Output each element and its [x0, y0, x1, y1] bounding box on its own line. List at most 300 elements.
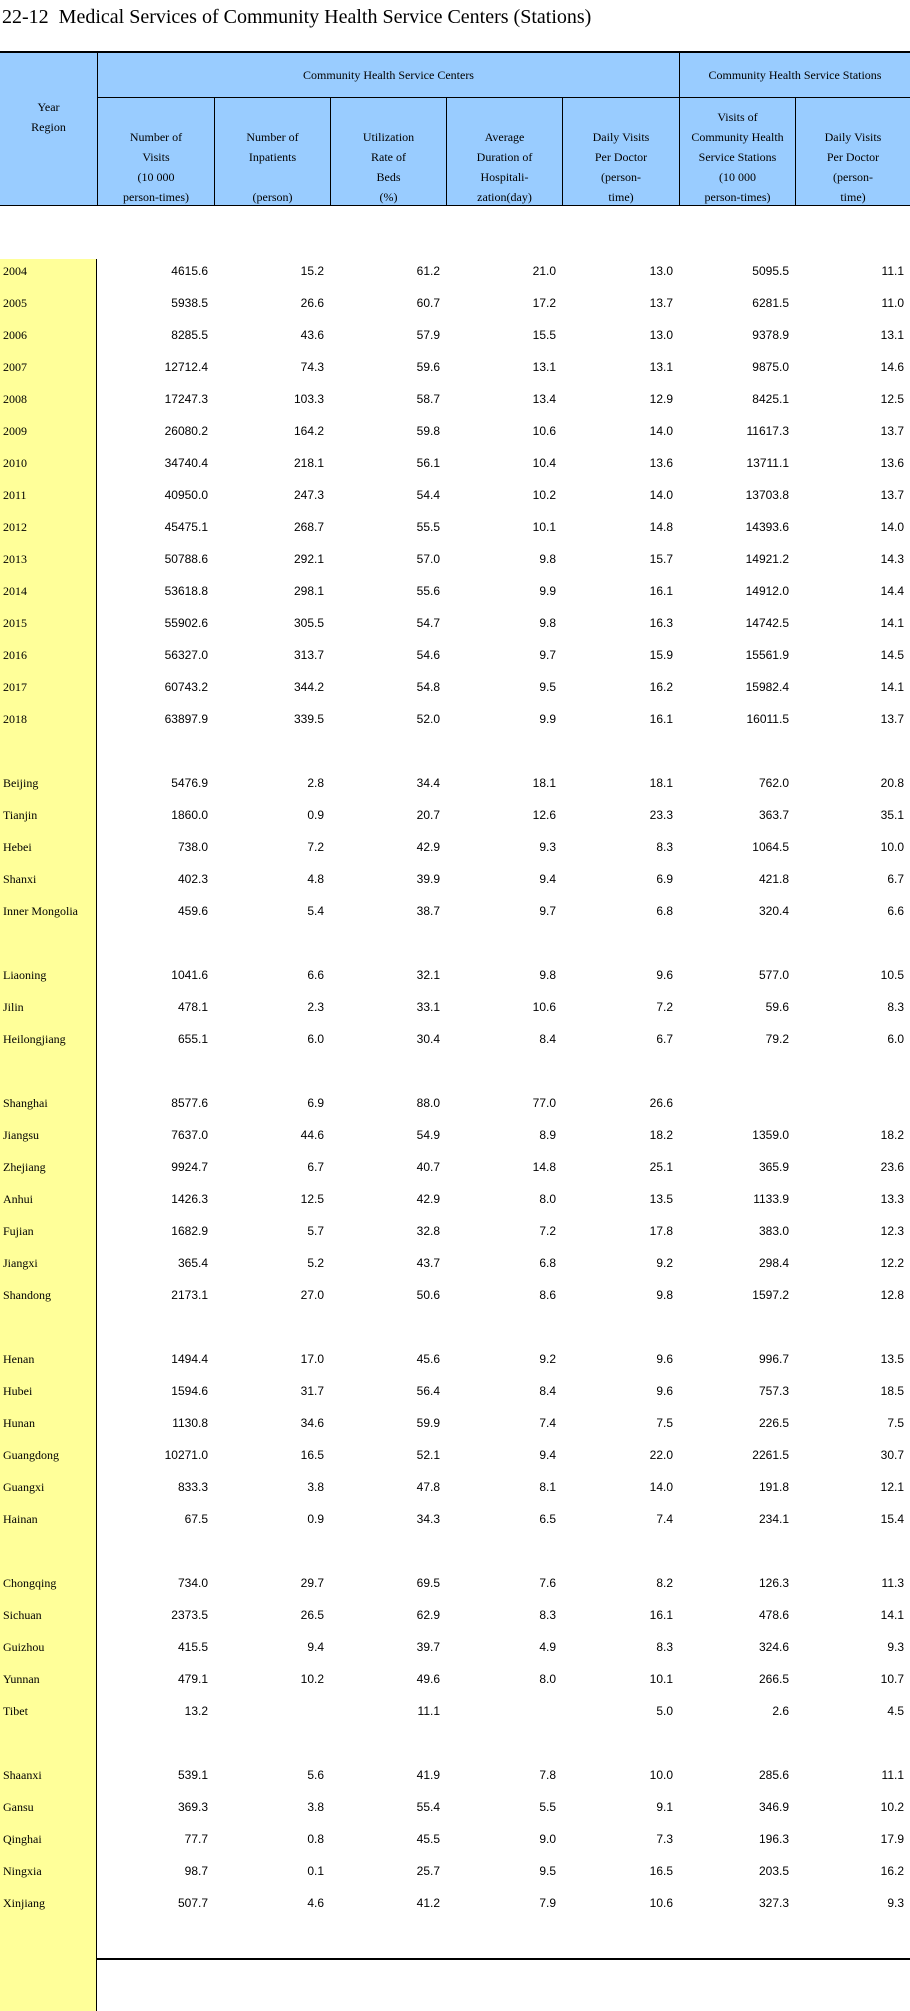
cell-value: 234.1: [758, 1512, 789, 1526]
cell-value: 507.7: [177, 1896, 208, 1910]
table-row: [0, 1349, 910, 1369]
cell-value: 7.9: [539, 1896, 556, 1910]
cell-value: 25.7: [416, 1864, 440, 1878]
cell-value: 6.8: [656, 904, 673, 918]
row-label: 2006: [3, 328, 27, 342]
cell-value: 56.4: [416, 1384, 440, 1398]
table-row: [0, 1509, 910, 1529]
cell-value: 2261.5: [752, 1448, 789, 1462]
cell-value: 17.9: [880, 1832, 904, 1846]
table-row: [0, 805, 910, 825]
row-label: 2007: [3, 360, 27, 374]
column-header-line: (person): [252, 190, 293, 204]
cell-value: 50788.6: [164, 552, 208, 566]
cell-value: 757.3: [758, 1384, 789, 1398]
cell-value: 5095.5: [752, 264, 789, 278]
table-row: [0, 1893, 910, 1913]
row-label: Shaanxi: [3, 1768, 42, 1782]
table-row: [0, 1669, 910, 1689]
cell-value: 6.7: [307, 1160, 324, 1174]
cell-value: 17.8: [649, 1224, 673, 1238]
column-header-line: Utilization: [362, 130, 415, 144]
cell-value: 10.4: [532, 456, 556, 470]
column-header-5: [563, 97, 679, 205]
cell-value: 9.3: [887, 1640, 904, 1654]
cell-value: 8.3: [539, 1608, 556, 1622]
cell-value: 4.6: [307, 1896, 324, 1910]
row-label: Guizhou: [3, 1640, 45, 1654]
cell-value: 5.5: [539, 1800, 556, 1814]
cell-value: 12.8: [880, 1288, 904, 1302]
cell-value: 365.9: [758, 1160, 789, 1174]
cell-value: 12712.4: [164, 360, 208, 374]
cell-value: 54.7: [416, 616, 440, 630]
row-label: 2005: [3, 296, 27, 310]
cell-value: 9.5: [539, 680, 556, 694]
cell-value: 67.5: [184, 1512, 208, 1526]
cell-value: 11.1: [881, 1768, 904, 1782]
cell-value: 10.2: [300, 1672, 324, 1686]
cell-value: 13.7: [649, 296, 673, 310]
cell-value: 13.7: [880, 424, 904, 438]
cell-value: 26.5: [300, 1608, 324, 1622]
column-header-line: time): [608, 190, 634, 204]
cell-value: 478.1: [177, 1000, 208, 1014]
row-label: 2009: [3, 424, 27, 438]
cell-value: 9.6: [656, 1384, 673, 1398]
cell-value: 6.8: [539, 1256, 556, 1270]
cell-value: 13.2: [184, 1704, 208, 1718]
cell-value: 1426.3: [171, 1192, 208, 1206]
cell-value: 8.2: [656, 1576, 673, 1590]
row-label: Sichuan: [3, 1608, 42, 1622]
cell-value: 30.4: [416, 1032, 440, 1046]
row-label: Tibet: [3, 1704, 28, 1718]
cell-value: 0.9: [307, 808, 324, 822]
cell-value: 13.6: [880, 456, 904, 470]
row-label: 2012: [3, 520, 27, 534]
row-header-region: Region: [31, 120, 66, 134]
cell-value: 17.2: [532, 296, 556, 310]
cell-value: 9924.7: [171, 1160, 208, 1174]
row-label: Hebei: [3, 840, 32, 854]
cell-value: 10.6: [532, 424, 556, 438]
cell-value: 14.8: [649, 520, 673, 534]
cell-value: 298.1: [293, 584, 324, 598]
cell-value: 8577.6: [171, 1096, 208, 1110]
page-title: [2, 4, 591, 30]
cell-value: 2.8: [307, 776, 324, 790]
cell-value: 40950.0: [164, 488, 208, 502]
cell-value: 23.6: [880, 1160, 904, 1174]
cell-value: 56.1: [416, 456, 440, 470]
cell-value: 56327.0: [164, 648, 208, 662]
cell-value: 16.5: [649, 1864, 673, 1878]
row-label: 2010: [3, 456, 27, 470]
table-row: [0, 1221, 910, 1241]
cell-value: 45475.1: [164, 520, 208, 534]
row-label: Liaoning: [3, 968, 47, 982]
cell-value: 0.9: [307, 1512, 324, 1526]
cell-value: 52.1: [416, 1448, 440, 1462]
cell-value: 10.6: [532, 1000, 556, 1014]
cell-value: 9.3: [539, 840, 556, 854]
cell-value: 14.1: [880, 1608, 904, 1622]
cell-value: 9.1: [656, 1800, 673, 1814]
cell-value: 35.1: [880, 808, 904, 822]
row-label: Jilin: [3, 1000, 24, 1014]
cell-value: 996.7: [758, 1352, 789, 1366]
cell-value: 34.6: [300, 1416, 324, 1430]
cell-value: 69.5: [416, 1576, 440, 1590]
cell-value: 5.6: [307, 1768, 324, 1782]
table-row: [0, 1797, 910, 1817]
cell-value: 15.4: [880, 1512, 904, 1526]
cell-value: 5.7: [307, 1224, 324, 1238]
table-row: [0, 1637, 910, 1657]
cell-value: 14.6: [880, 360, 904, 374]
cell-value: 191.8: [758, 1480, 789, 1494]
cell-value: 12.2: [880, 1256, 904, 1270]
cell-value: 9.9: [539, 712, 556, 726]
cell-value: 2.3: [307, 1000, 324, 1014]
cell-value: 9.4: [539, 1448, 556, 1462]
table-row: [0, 389, 910, 409]
table-row: [0, 613, 910, 633]
row-label: 2013: [3, 552, 27, 566]
cell-value: 34740.4: [164, 456, 208, 470]
table-row: [0, 1445, 910, 1465]
row-label: Anhui: [3, 1192, 33, 1206]
cell-value: 8.9: [539, 1128, 556, 1142]
cell-value: 1597.2: [752, 1288, 789, 1302]
column-header-line: person-times): [704, 190, 771, 204]
cell-value: 9378.9: [752, 328, 789, 342]
cell-value: 9.7: [539, 648, 556, 662]
column-header-line: Rate of: [371, 150, 406, 164]
cell-value: 7.4: [539, 1416, 556, 1430]
column-header-line: (10 000: [137, 170, 175, 184]
row-label: Fujian: [3, 1224, 34, 1238]
cell-value: 6281.5: [752, 296, 789, 310]
table-row: [0, 517, 910, 537]
row-label: 2004: [3, 264, 27, 278]
group-header-stations: Community Health Service Stations: [708, 67, 882, 82]
cell-value: 14.5: [880, 648, 904, 662]
row-header-year: Year: [37, 100, 60, 114]
cell-value: 42.9: [416, 840, 440, 854]
cell-value: 7.5: [887, 1416, 904, 1430]
cell-value: 6.0: [887, 1032, 904, 1046]
column-header-line: time): [840, 190, 866, 204]
cell-value: 734.0: [177, 1576, 208, 1590]
cell-value: 5938.5: [171, 296, 208, 310]
cell-value: 14.8: [532, 1160, 556, 1174]
cell-value: 32.8: [416, 1224, 440, 1238]
table-row: [0, 1573, 910, 1593]
cell-value: 4.8: [307, 872, 324, 886]
cell-value: 79.2: [765, 1032, 789, 1046]
row-label: Shandong: [3, 1288, 51, 1302]
cell-value: 4.9: [539, 1640, 556, 1654]
table-row: [0, 869, 910, 889]
cell-value: 44.6: [300, 1128, 324, 1142]
cell-value: 53618.8: [164, 584, 208, 598]
cell-value: 1130.8: [172, 1416, 208, 1430]
cell-value: 7.4: [656, 1512, 673, 1526]
cell-value: 6.7: [887, 872, 904, 886]
cell-value: 0.8: [307, 1832, 324, 1846]
column-header-line: Community Health: [691, 130, 784, 144]
row-label: Chongqing: [3, 1576, 57, 1590]
cell-value: 16.3: [649, 616, 673, 630]
table-row: [0, 901, 910, 921]
cell-value: 324.6: [758, 1640, 789, 1654]
row-label: 2015: [3, 616, 27, 630]
column-header-line: Inpatients: [248, 150, 297, 164]
cell-value: 15982.4: [745, 680, 789, 694]
table-row: [0, 645, 910, 665]
cell-value: 20.8: [880, 776, 904, 790]
column-header-line: person-times): [123, 190, 189, 204]
cell-value: 1494.4: [171, 1352, 208, 1366]
row-label: 2008: [3, 392, 27, 406]
cell-value: 226.5: [758, 1416, 789, 1430]
table-row: [0, 1477, 910, 1497]
row-label: Gansu: [3, 1800, 34, 1814]
cell-value: 54.9: [416, 1128, 440, 1142]
cell-value: 57.9: [416, 328, 440, 342]
cell-value: 16011.5: [746, 712, 789, 726]
cell-value: 88.0: [416, 1096, 440, 1110]
cell-value: 9.2: [539, 1352, 556, 1366]
cell-value: 12.5: [300, 1192, 324, 1206]
cell-value: 13.3: [880, 1192, 904, 1206]
cell-value: 3.8: [307, 1480, 324, 1494]
column-header-line: zation(day): [477, 190, 532, 204]
cell-value: 5.4: [307, 904, 324, 918]
cell-value: 1064.5: [752, 840, 789, 854]
cell-value: 539.1: [177, 1768, 208, 1782]
cell-value: 655.1: [177, 1032, 208, 1046]
cell-value: 18.1: [649, 776, 673, 790]
cell-value: 77.7: [184, 1832, 208, 1846]
cell-value: 9.8: [539, 616, 556, 630]
cell-value: 98.7: [184, 1864, 208, 1878]
cell-value: 49.6: [416, 1672, 440, 1686]
cell-value: 14393.6: [745, 520, 789, 534]
cell-value: 11.0: [881, 296, 904, 310]
table-row: [0, 1253, 910, 1273]
cell-value: 103.3: [293, 392, 324, 406]
cell-value: 5476.9: [171, 776, 208, 790]
table-row: [0, 357, 910, 377]
cell-value: 320.4: [758, 904, 789, 918]
cell-value: 8.3: [656, 840, 673, 854]
cell-value: 9.8: [539, 968, 556, 982]
cell-value: 14.1: [880, 616, 904, 630]
cell-value: 0.1: [307, 1864, 324, 1878]
table-title: Medical Services of Community Health Service Centers (Stations): [58, 6, 592, 28]
cell-value: 13.6: [649, 456, 673, 470]
table-row: [0, 421, 910, 441]
row-label: Xinjiang: [3, 1896, 45, 1910]
cell-value: 8.4: [539, 1384, 556, 1398]
cell-value: 16.1: [649, 712, 673, 726]
cell-value: 3.8: [307, 1800, 324, 1814]
group-header-centers: Community Health Service Centers: [303, 67, 474, 82]
cell-value: 13.1: [649, 360, 673, 374]
row-label: 2018: [3, 712, 27, 726]
cell-value: 6.5: [539, 1512, 556, 1526]
cell-value: 13.0: [649, 328, 673, 342]
cell-value: 6.0: [307, 1032, 324, 1046]
cell-value: 34.4: [416, 776, 440, 790]
row-label: Henan: [3, 1352, 35, 1366]
cell-value: 7.2: [307, 840, 324, 854]
cell-value: 8285.5: [171, 328, 208, 342]
cell-value: 12.3: [880, 1224, 904, 1238]
cell-value: 40.7: [416, 1160, 440, 1174]
table-row: [0, 1765, 910, 1785]
cell-value: 313.7: [293, 648, 324, 662]
cell-value: 9.3: [887, 1896, 904, 1910]
cell-value: 17.0: [300, 1352, 324, 1366]
cell-value: 14.0: [649, 424, 673, 438]
cell-value: 12.6: [532, 808, 556, 822]
cell-value: 15.5: [532, 328, 556, 342]
table-row: [0, 1381, 910, 1401]
cell-value: 478.6: [758, 1608, 789, 1622]
cell-value: 11.1: [881, 264, 904, 278]
cell-value: 196.3: [758, 1832, 789, 1846]
cell-value: 14742.5: [745, 616, 789, 630]
cell-value: 42.9: [416, 1192, 440, 1206]
row-label: Hainan: [3, 1512, 38, 1526]
cell-value: 7.6: [539, 1576, 556, 1590]
cell-value: 7.5: [656, 1416, 673, 1430]
cell-value: 25.1: [649, 1160, 673, 1174]
cell-value: 23.3: [649, 808, 673, 822]
cell-value: 18.2: [880, 1128, 904, 1142]
table-row: [0, 485, 910, 505]
cell-value: 13.7: [880, 488, 904, 502]
cell-value: 10.6: [649, 1896, 673, 1910]
cell-value: 7.2: [656, 1000, 673, 1014]
cell-value: 8.3: [656, 1640, 673, 1654]
table-row: [0, 709, 910, 729]
column-header-line: Visits of: [717, 110, 758, 124]
cell-value: 43.7: [416, 1256, 440, 1270]
cell-value: 8.1: [539, 1480, 556, 1494]
row-label: 2016: [3, 648, 27, 662]
cell-value: 15.7: [649, 552, 673, 566]
cell-value: 218.1: [293, 456, 324, 470]
cell-value: 45.5: [416, 1832, 440, 1846]
cell-value: 5.2: [307, 1256, 324, 1270]
cell-value: 34.3: [416, 1512, 440, 1526]
cell-value: 14.0: [649, 488, 673, 502]
cell-value: 22.0: [649, 1448, 673, 1462]
cell-value: 14.3: [880, 552, 904, 566]
row-label: Tianjin: [3, 808, 38, 822]
cell-value: 43.6: [300, 328, 324, 342]
cell-value: 16.5: [300, 1448, 324, 1462]
cell-value: 13.0: [649, 264, 673, 278]
cell-value: 7.3: [656, 1832, 673, 1846]
column-header-line: Hospitali-: [480, 170, 529, 184]
cell-value: 13.7: [880, 712, 904, 726]
cell-value: 10.1: [649, 1672, 673, 1686]
table-row: [0, 1157, 910, 1177]
cell-value: 31.7: [300, 1384, 324, 1398]
cell-value: 54.8: [416, 680, 440, 694]
cell-value: 6.9: [307, 1096, 324, 1110]
cell-value: 9.5: [539, 1864, 556, 1878]
cell-value: 47.8: [416, 1480, 440, 1494]
cell-value: 7.8: [539, 1768, 556, 1782]
cell-value: 15.2: [300, 264, 324, 278]
cell-value: 15.9: [649, 648, 673, 662]
cell-value: 21.0: [532, 264, 556, 278]
cell-value: 9.4: [539, 872, 556, 886]
cell-value: 8.6: [539, 1288, 556, 1302]
cell-value: 13.5: [880, 1352, 904, 1366]
cell-value: 346.9: [758, 1800, 789, 1814]
cell-value: 12.1: [880, 1480, 904, 1494]
cell-value: 18.1: [532, 776, 556, 790]
cell-value: 13.1: [880, 328, 904, 342]
cell-value: 55902.6: [164, 616, 208, 630]
row-label: Shanxi: [3, 872, 37, 886]
table-row: [0, 293, 910, 313]
cell-value: 1682.9: [171, 1224, 208, 1238]
cell-value: 13.4: [532, 392, 556, 406]
cell-value: 9875.0: [752, 360, 789, 374]
cell-value: 285.6: [758, 1768, 789, 1782]
cell-value: 6.7: [656, 1032, 673, 1046]
cell-value: 13.5: [649, 1192, 673, 1206]
cell-value: 29.7: [300, 1576, 324, 1590]
column-header-line: Daily Visits: [824, 130, 882, 144]
row-label: Guangdong: [3, 1448, 59, 1462]
cell-value: 55.5: [416, 520, 440, 534]
cell-value: 383.0: [758, 1224, 789, 1238]
cell-value: 77.0: [532, 1096, 556, 1110]
cell-value: 164.2: [293, 424, 324, 438]
table-header: [0, 53, 910, 206]
cell-value: 7.2: [539, 1224, 556, 1238]
cell-value: 8.4: [539, 1032, 556, 1046]
cell-value: 9.6: [656, 968, 673, 982]
row-label: Ningxia: [3, 1864, 42, 1878]
cell-value: 6.6: [887, 904, 904, 918]
cell-value: 738.0: [177, 840, 208, 854]
cell-value: 16.2: [649, 680, 673, 694]
cell-value: 9.0: [539, 1832, 556, 1846]
table-row: [0, 677, 910, 697]
cell-value: 41.2: [416, 1896, 440, 1910]
cell-value: 1359.0: [752, 1128, 789, 1142]
column-header-line: Per Doctor: [594, 150, 648, 164]
cell-value: 247.3: [293, 488, 324, 502]
cell-value: 14.0: [649, 1480, 673, 1494]
table-row: [0, 1861, 910, 1881]
column-header-2: [215, 97, 330, 205]
column-header-line: Daily Visits: [592, 130, 650, 144]
cell-value: 1860.0: [171, 808, 208, 822]
cell-value: 203.5: [758, 1864, 789, 1878]
